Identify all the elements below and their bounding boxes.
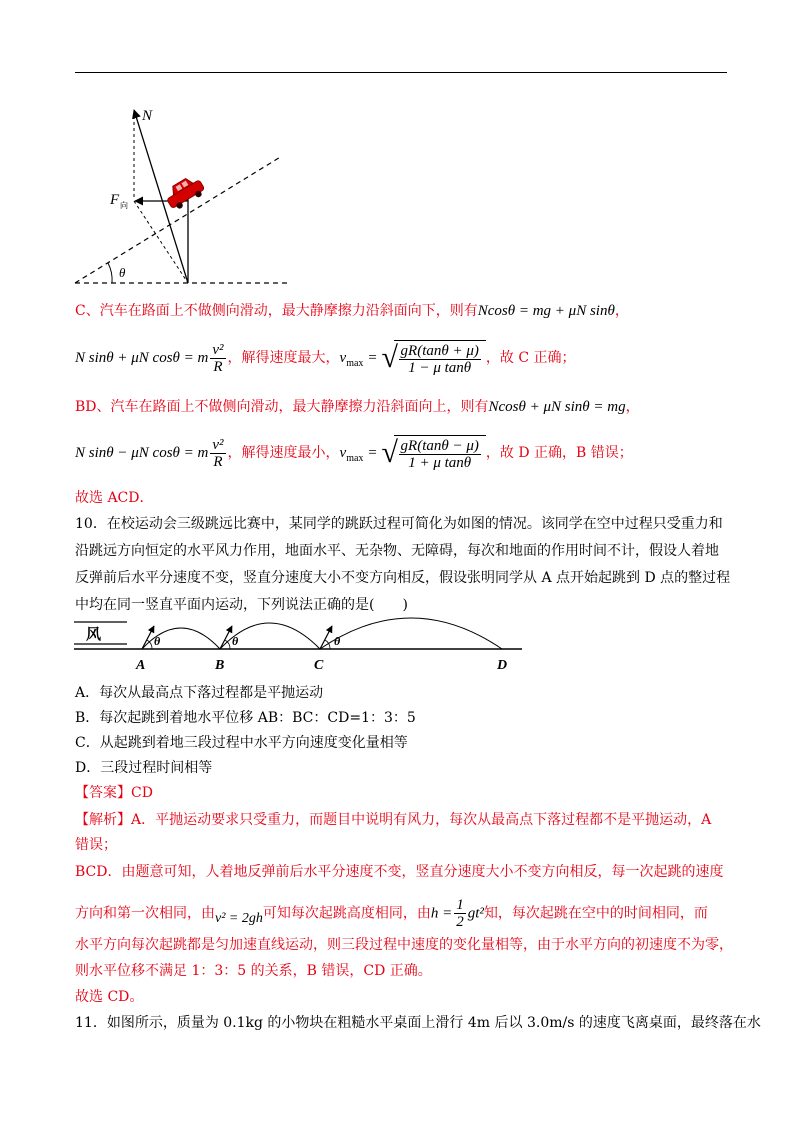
q10-analysis-3: BCD．由题意可知，人着地反弹前后水平分速度不变，竖直分速度大小不变方向相反，每一次起跳的速度 (75, 864, 724, 880)
point-c: C (314, 658, 324, 673)
eq1-eq: = (367, 350, 378, 366)
label-theta: θ (119, 265, 126, 280)
eq1-end: ，故 C 正确； (485, 350, 576, 366)
q10-analysis-4a: 方向和第一次相同，由 (75, 905, 215, 922)
eq1-mid: ，解得速度最大， (227, 350, 340, 366)
q10-line3: 反弹前后水平分速度不变，竖直分速度大小不变方向相反，假设张明同学从 A 点开始起跳到 D 点的整过程 (75, 570, 731, 586)
velocity-arrow-b (220, 626, 232, 649)
eq1-sqrt-den: 1 − μ tanθ (408, 360, 472, 376)
point-a: A (136, 658, 146, 673)
q10-answer: 【答案】CD (75, 785, 153, 801)
label-f: F (110, 192, 120, 208)
eq2-left: N sinθ − μN cosθ = m (75, 445, 209, 461)
q10-analysis-4 (75, 897, 708, 930)
eq1-sqrt-num: gR(tanθ + μ) (400, 343, 479, 359)
eq1-vmax-sub: max (346, 357, 364, 369)
q10-analysis-1: 【解析】A．平抛运动要求只受重力，而题目中说明有风力，每次从最高点下落过程都不是平抛运动，A (75, 812, 712, 828)
eq2-sqrt: √ $\frac{gR(\tan\theta - \mu)}{\text{1 + μ tanθ}}$ (382, 435, 486, 471)
sol9-eq1 (75, 340, 576, 376)
q10-analysis-4c: 知，每次起跳在空中的时间相同，而 (483, 905, 708, 922)
theta-a: θ (154, 634, 161, 648)
eq1-frac (210, 342, 225, 375)
q10-line1: 10．在校运动会三级跳远比赛中，某同学的跳跃过程可简化为如图的情况。该同学在空中过程只受重力和 (75, 516, 723, 532)
q10-analysis-4-eq2-left: h = (430, 905, 453, 922)
q10-line2: 沿跳远方向恒定的水平风力作用，地面水平、无杂物、无障碍，每次和地面的作用时间不计，假设人着地 (75, 543, 719, 559)
triple-jump-figure (72, 612, 527, 674)
point-b: B (215, 658, 225, 673)
eq2-sqrt-num: gR(tanθ − μ) (400, 438, 479, 454)
eq2-end: ，故 D 正确，B 错误； (485, 445, 633, 461)
sol9-line-bd-text: BD、汽车在路面上不做侧向滑动，最大静摩擦力沿斜面向上，则有 (75, 399, 489, 415)
label-n: N (142, 108, 153, 124)
q10-analysis-4-eq2-num: 1 (456, 897, 464, 913)
theta-b: θ (232, 634, 239, 648)
sol9-choose: 故选 ACD． (75, 490, 154, 506)
q10-analysis-2: 错误； (75, 837, 117, 853)
eq2-sqrt-den: 1 + μ tanθ (408, 455, 472, 471)
eq2-frac-den: R (213, 453, 223, 470)
eq1-frac-num: v² (212, 341, 224, 358)
q10-option-c: C．从起跳到着地三段过程中水平方向速度变化量相等 (75, 735, 408, 751)
incline-dashed-line (75, 156, 282, 283)
theta-c: θ (334, 634, 341, 648)
q10-option-a: A．每次从最高点下落过程都是平抛运动 (75, 685, 324, 701)
sol9-line-bd-end: ， (625, 399, 640, 415)
eq1-sqrt: √ $\frac{gR(\tan\theta + \mu)}{\text{1 − μ tanθ}}$ (382, 340, 486, 376)
q10-analysis-4-eq2-den: 2 (456, 914, 464, 930)
q10-analysis-5: 水平方向每次起跳都是匀加速直线运动，则三段过程中速度的变化量相等，由于水平方向的初速度不为零， (75, 937, 733, 953)
banked-road-figure (70, 98, 295, 293)
arc-cd (320, 618, 502, 649)
wind-label: 风 (86, 625, 102, 643)
sol9-line-c (75, 301, 629, 321)
label-f-sub: 向 (120, 201, 128, 210)
sol9-eq2 (75, 435, 633, 471)
point-d: D (497, 658, 508, 673)
eq1-left: N sinθ + μN cosθ = m (75, 350, 209, 366)
q10-analysis-4-eq1: v² = 2gh (215, 910, 263, 926)
sol9-line-bd (75, 397, 640, 417)
eq2-frac-num: v² (212, 436, 224, 453)
eq1-frac-den: R (213, 358, 223, 375)
q10-option-b: B．每次起跳到着地水平位移 AB：BC：CD=1：3：5 (75, 710, 416, 726)
q10-analysis-4-eq2-frac (454, 897, 466, 930)
eq2-mid: ，解得速度最小， (227, 445, 340, 461)
sol9-line-c-eq: Ncosθ = mg + μN sinθ (477, 303, 615, 319)
q10-analysis-4b: 可知每次起跳高度相同，由 (262, 905, 431, 922)
q10-analysis-4-eq2-right: gt² (467, 905, 484, 922)
eq1-vmax: v (339, 350, 347, 366)
eq2-vmax: v (339, 445, 347, 461)
velocity-arrow-a (142, 626, 154, 649)
q10-option-d: D．三段过程时间相等 (75, 760, 213, 776)
q10-analysis-6: 则水平位移不满足 1：3：5 的关系，B 错误，CD 正确。 (75, 963, 432, 979)
header-rule (75, 72, 727, 73)
q11-line1: 11．如图所示，质量为 0.1kg 的小物块在粗糙水平桌面上滑行 4m 后以 3.0m/s 的速度飞离桌面，最终落在水 (75, 1015, 761, 1031)
sol9-line-c-end: ， (614, 303, 629, 319)
sol9-line-c-text: C、汽车在路面上不做侧向滑动，最大静摩擦力沿斜面向下，则有 (75, 303, 478, 319)
eq2-vmax-sub: max (346, 452, 364, 464)
sol9-line-bd-eq: Ncosθ + μN sinθ = mg (488, 399, 626, 415)
q10-line4: 中均在同一竖直平面内运动，下列说法正确的是( ) (75, 597, 408, 613)
construction-dashed-line (134, 201, 188, 283)
eq2-eq: = (367, 445, 378, 461)
q10-choose: 故选 CD。 (75, 989, 144, 1005)
eq2-frac (210, 437, 225, 470)
theta-arc (108, 263, 112, 283)
